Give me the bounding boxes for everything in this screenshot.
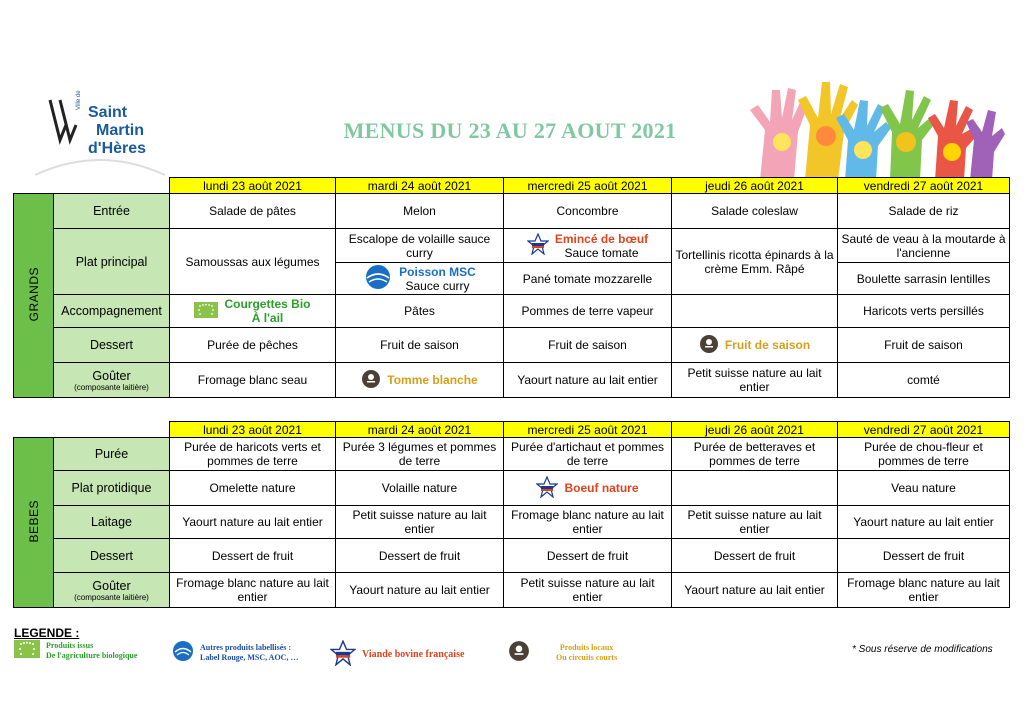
row-label-gouter (54, 573, 170, 608)
viande-bovine-francaise-icon (330, 640, 356, 669)
menu-cell: Sauté de veau à la moutarde à l'ancienne (838, 229, 1010, 263)
menu-cell: Purée de haricots verts et pommes de terre (170, 438, 336, 471)
legend-item-vbf (330, 640, 464, 669)
produit-local-icon (699, 334, 719, 357)
menu-item-name: Emincé de bœuf (554, 231, 649, 246)
menu-cell: Haricots verts persillés (838, 295, 1010, 328)
row-label-entree: Entrée (54, 194, 170, 229)
menu-cell: Dessert de fruit (504, 539, 672, 573)
row-label-puree: Purée (54, 438, 170, 471)
page-title: MENUS DU 23 AU 27 AOUT 2021 (343, 118, 677, 143)
day-header-mercredi: mercredi 25 août 2021 (504, 422, 672, 438)
menu-cell: Petit suisse nature au lait entier (672, 506, 838, 539)
produit-local-icon (361, 369, 381, 392)
produit-local-icon (508, 640, 530, 665)
menu-cell: Fruit de saison (838, 328, 1010, 363)
row-label-text: Goûter (92, 368, 131, 383)
menu-cell (504, 471, 672, 506)
msc-globe-icon (363, 264, 393, 293)
menu-cell: Omelette nature (170, 471, 336, 506)
row-label-plat-principal: Plat principal (54, 229, 170, 295)
menu-cell: Volaille nature (336, 471, 504, 506)
row-label-dessert: Dessert (54, 328, 170, 363)
day-header-mardi: mardi 24 août 2021 (336, 422, 504, 438)
menu-cell: Fruit de saison (336, 328, 504, 363)
menu-cell: Salade de pâtes (170, 194, 336, 229)
day-header-lundi: lundi 23 août 2021 (170, 422, 336, 438)
eu-organic-leaf-icon (14, 640, 40, 661)
menu-cell (336, 263, 504, 295)
day-header-vendredi: vendredi 27 août 2021 (838, 422, 1010, 438)
bebes-menu-table (13, 421, 1010, 608)
row-label-dessert: Dessert (54, 539, 170, 573)
day-header-mercredi: mercredi 25 août 2021 (504, 178, 672, 194)
menu-cell: Tortellinis ricotta épinards à la crème Emm. Râpé (672, 229, 838, 295)
menu-cell: Petit suisse nature au lait entier (504, 573, 672, 608)
day-header-jeudi: jeudi 26 août 2021 (672, 422, 838, 438)
menu-item-name: Tomme blanche (387, 373, 478, 387)
menu-cell (504, 229, 672, 263)
day-header-lundi: lundi 23 août 2021 (170, 178, 336, 194)
menu-cell: Fromage blanc nature au lait entier (504, 506, 672, 539)
menu-cell: Salade de riz (838, 194, 1010, 229)
menu-cell: Salade coleslaw (672, 194, 838, 229)
day-header-jeudi: jeudi 26 août 2021 (672, 178, 838, 194)
menu-cell: Dessert de fruit (336, 539, 504, 573)
brand-line1: Saint (88, 104, 128, 121)
menu-cell: Fruit de saison (504, 328, 672, 363)
row-label-gouter (54, 363, 170, 398)
legend-vbf-text: Viande bovine française (362, 648, 465, 660)
menu-item-name: Boeuf nature (564, 481, 639, 495)
menu-item-name: Poisson MSC (399, 264, 476, 279)
menu-cell: Yaourt nature au lait entier (504, 363, 672, 398)
menu-cell: Yaourt nature au lait entier (170, 506, 336, 539)
day-header-vendredi: vendredi 27 août 2021 (838, 178, 1010, 194)
menu-cell: Purée 3 légumes et pommes de terre (336, 438, 504, 471)
legend-item-labels (172, 640, 298, 665)
menu-cell: Melon (336, 194, 504, 229)
section-label-grands: GRANDS (14, 194, 54, 398)
viande-bovine-francaise-icon (536, 476, 558, 501)
menu-cell: Dessert de fruit (672, 539, 838, 573)
menu-cell: Pommes de terre vapeur (504, 295, 672, 328)
menu-cell: Petit suisse nature au lait entier (672, 363, 838, 398)
menu-item-detail: À l'ail (251, 311, 284, 325)
menu-cell: Samoussas aux légumes (170, 229, 336, 295)
menu-cell (672, 295, 838, 328)
children-painted-hands-image (730, 70, 1005, 180)
menu-cell: Yaourt nature au lait entier (336, 573, 504, 608)
legend-bio-line1: Produits issus (46, 640, 94, 650)
legend-label-line1: Autres produits labellisés : (200, 642, 292, 652)
menu-item-name: Courgettes Bio (224, 297, 311, 311)
menu-cell (336, 363, 504, 398)
row-label-sub: (composante laitière) (74, 592, 149, 602)
menu-cell: Purée de chou-fleur et pommes de terre (838, 438, 1010, 471)
legend-title: LEGENDE : (14, 626, 80, 640)
menu-cell: Dessert de fruit (170, 539, 336, 573)
menu-cell: Purée de pêches (170, 328, 336, 363)
disclaimer-note: * Sous réserve de modifications (852, 644, 993, 655)
menu-cell: Petit suisse nature au lait entier (336, 506, 504, 539)
eu-organic-leaf-icon (194, 302, 218, 321)
grands-menu-table (13, 177, 1010, 398)
msc-globe-icon (172, 640, 194, 665)
menu-item-sauce: Sauce curry (405, 278, 470, 293)
menu-item-sauce: Sauce tomate (564, 245, 639, 260)
brand-small: Ville de (76, 90, 82, 110)
legend-item-bio (14, 640, 137, 661)
menu-cell: Dessert de fruit (838, 539, 1010, 573)
brand-line2: Martin (96, 122, 144, 139)
menu-cell: Escalope de volaille sauce curry (336, 229, 504, 263)
row-label-accompagnement: Accompagnement (54, 295, 170, 328)
row-label-text: Goûter (92, 578, 131, 593)
menu-cell: Fromage blanc seau (170, 363, 336, 398)
legend-bio-line2: De l'agriculture biologique (46, 650, 138, 660)
menu-cell: Yaourt nature au lait entier (672, 573, 838, 608)
legend-local-line1: Produits locaux (559, 642, 614, 652)
menu-cell: Fromage blanc nature au lait entier (170, 573, 336, 608)
menu-cell: Pâtes (336, 295, 504, 328)
menu-item-name: Fruit de saison (724, 338, 811, 352)
menu-cell: Concombre (504, 194, 672, 229)
legend-label-line2: Label Rouge, MSC, AOC, … (200, 652, 299, 662)
row-label-laitage: Laitage (54, 506, 170, 539)
menu-cell: Yaourt nature au lait entier (838, 506, 1010, 539)
brand-line3: d'Hères (88, 140, 147, 157)
day-header-mardi: mardi 24 août 2021 (336, 178, 504, 194)
saint-martin-dheres-logo (30, 85, 170, 180)
menu-cell: comté (838, 363, 1010, 398)
menu-cell: Purée d'artichaut et pommes de terre (504, 438, 672, 471)
legend-local-line2: Ou circuits courts (556, 652, 618, 662)
viande-bovine-francaise-icon (527, 233, 549, 258)
menu-cell: Fromage blanc nature au lait entier (838, 573, 1010, 608)
menu-cell: Boulette sarrasin lentilles (838, 263, 1010, 295)
menu-cell: Purée de betteraves et pommes de terre (672, 438, 838, 471)
section-label-bebes: BEBES (14, 438, 54, 608)
menu-cell: Veau nature (838, 471, 1010, 506)
legend-item-local (508, 640, 617, 665)
menu-cell (672, 328, 838, 363)
menu-cell (170, 295, 336, 328)
row-label-plat-protidique: Plat protidique (54, 471, 170, 506)
menu-cell (672, 471, 838, 506)
row-label-sub: (composante laitière) (74, 382, 149, 392)
menu-cell: Pané tomate mozzarelle (504, 263, 672, 295)
